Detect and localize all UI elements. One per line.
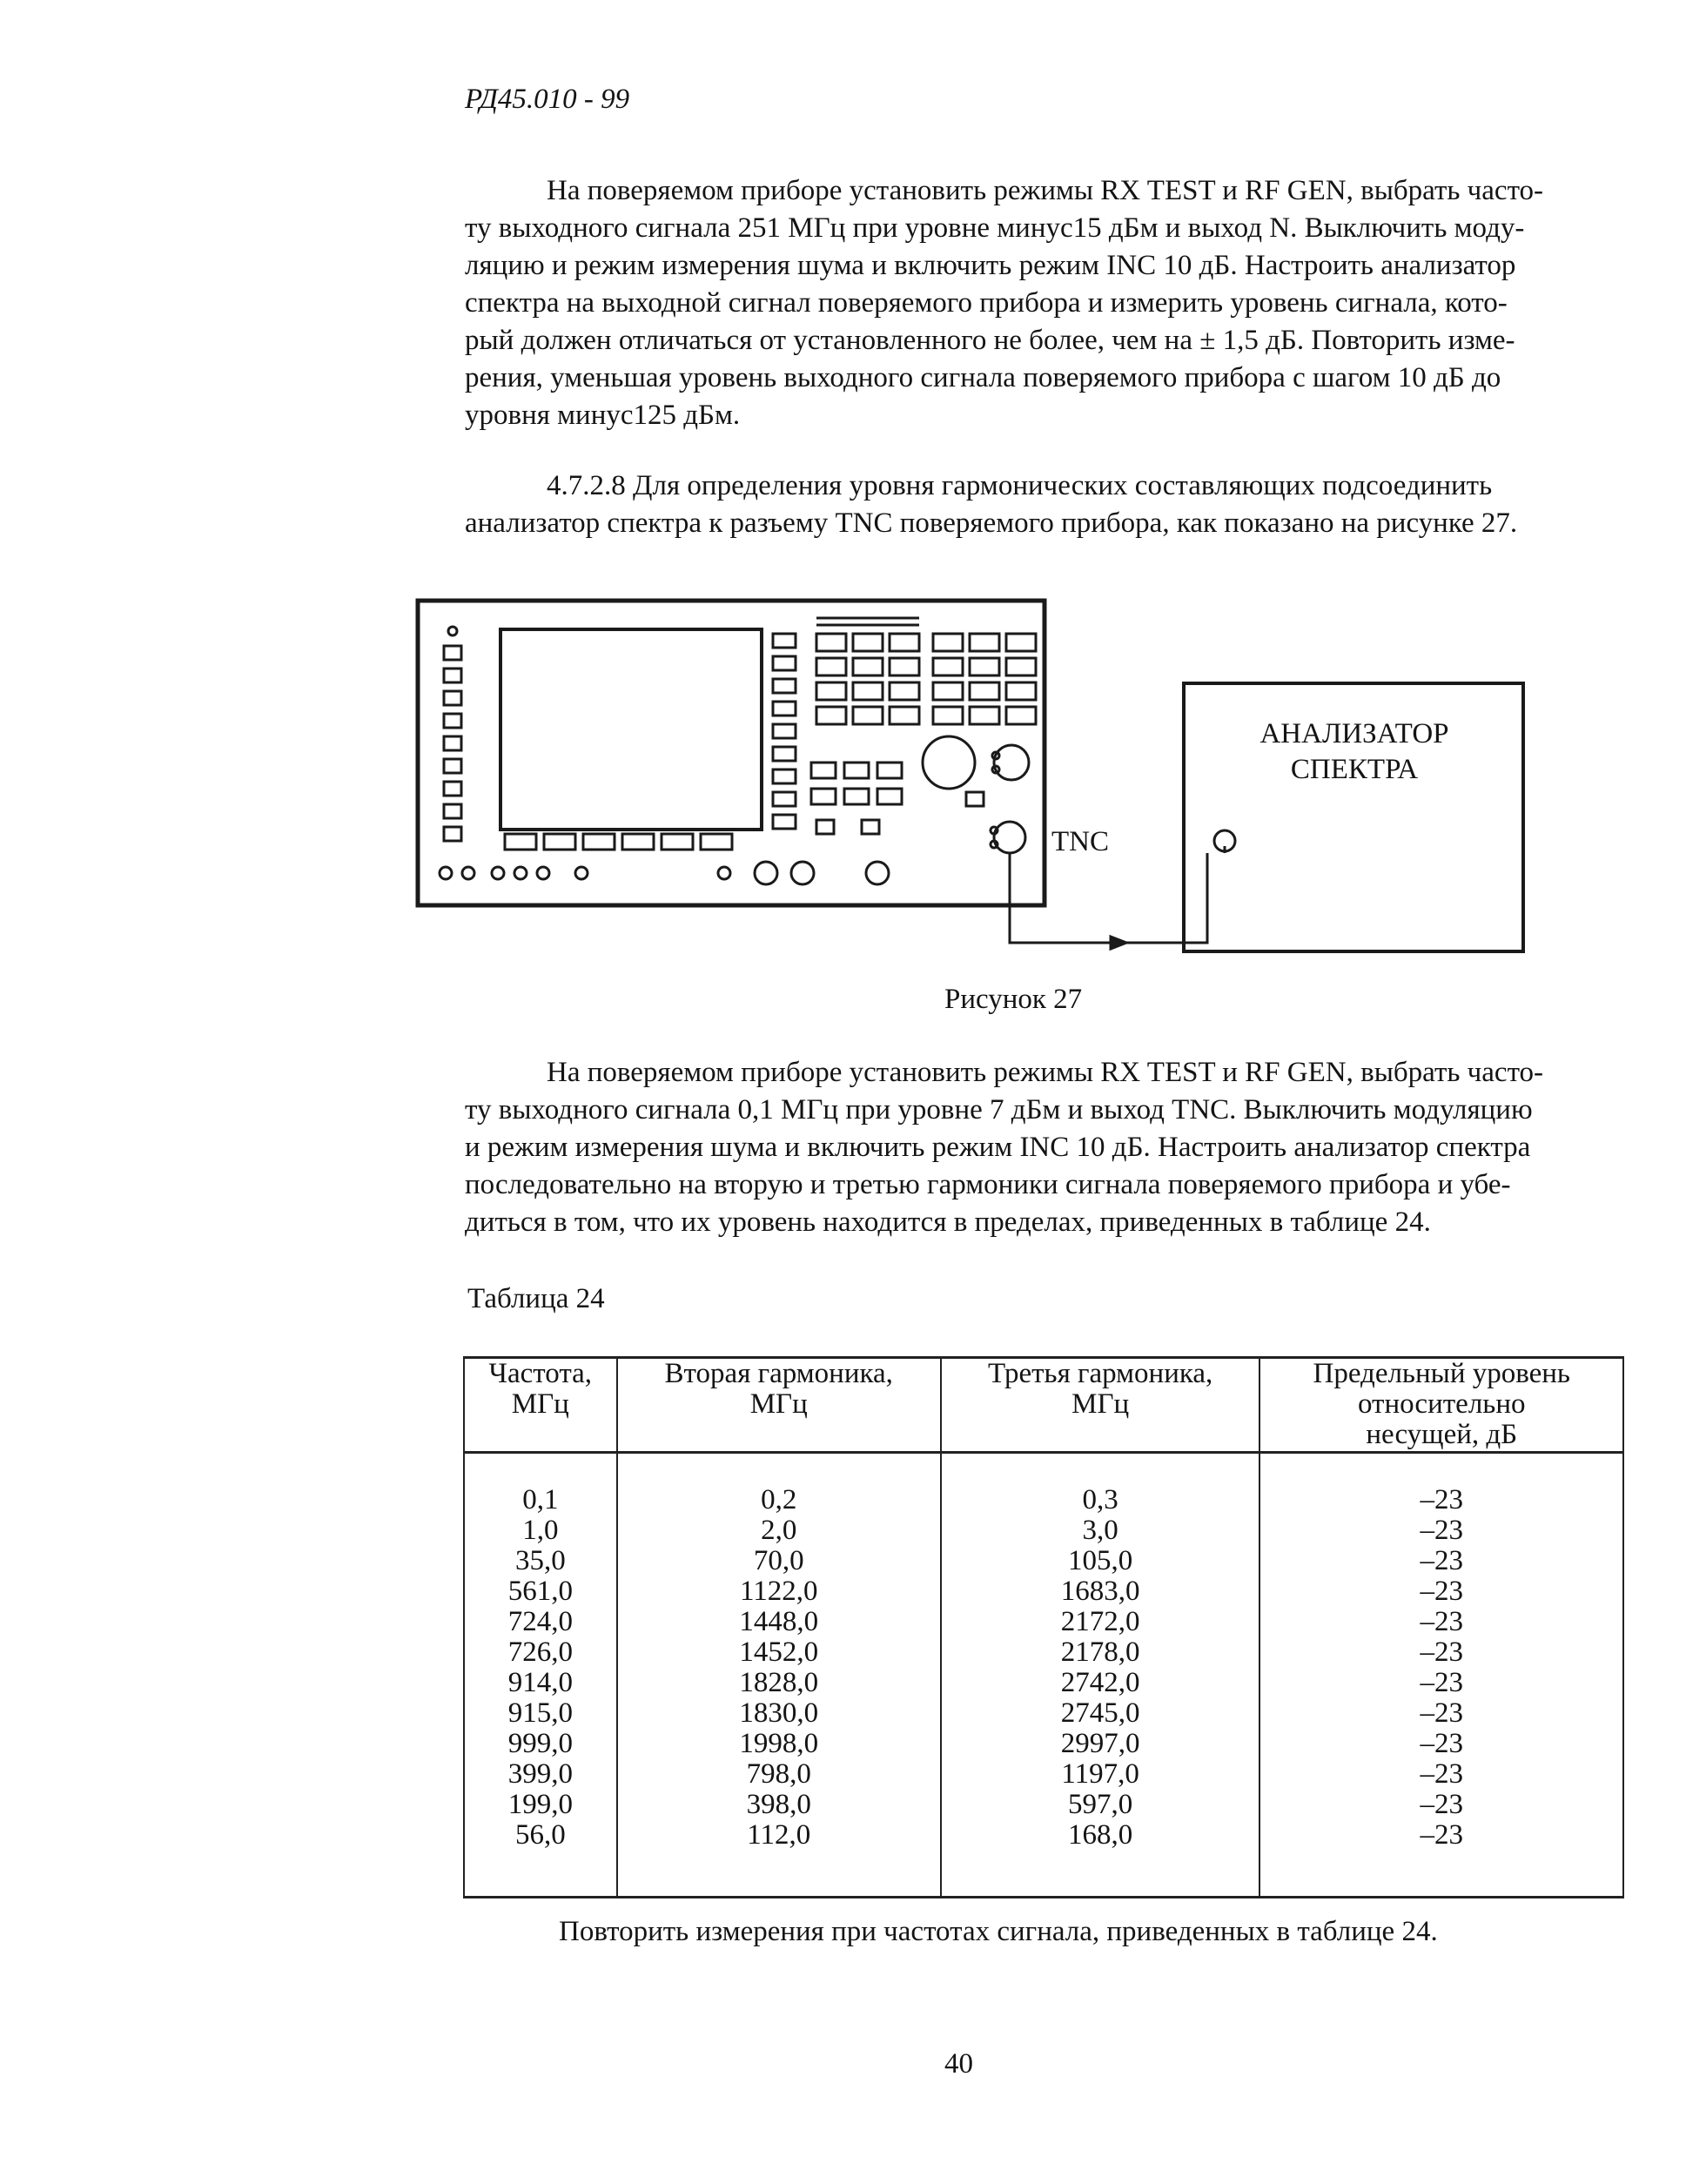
table-cell: –23 — [1259, 1729, 1623, 1759]
table-cell: –23 — [1259, 1637, 1623, 1668]
table-cell: 56,0 — [464, 1820, 617, 1898]
table-cell: 35,0 — [464, 1546, 617, 1576]
table-cell: 1,0 — [464, 1515, 617, 1546]
table-cell: 399,0 — [464, 1759, 617, 1790]
table-header-row — [464, 1358, 1623, 1453]
paragraph-line: ту выходного сигнала 251 МГц при уровне минус15 дБм и выход N. Выключить моду- — [465, 212, 1525, 244]
table-row — [464, 1576, 1623, 1607]
table-cell: 2,0 — [617, 1515, 941, 1546]
paragraph-line: На поверяемом приборе установить режимы RX TEST и RF GEN, выбрать часто- — [547, 1057, 1544, 1088]
table-cell: 105,0 — [941, 1546, 1260, 1576]
tnc-connector — [994, 822, 1025, 853]
table-body — [464, 1453, 1623, 1898]
table-cell: 1998,0 — [617, 1729, 941, 1759]
table-cell: –23 — [1259, 1576, 1623, 1607]
table-cell: 915,0 — [464, 1698, 617, 1729]
table-cell: 798,0 — [617, 1759, 941, 1790]
table-cell: 999,0 — [464, 1729, 617, 1759]
header-limit-level: Предельный уровень относительно несущей, дБ — [1259, 1358, 1623, 1453]
analyzer-label-line-1: АНАЛИЗАТОР — [1259, 718, 1449, 749]
table-row — [464, 1546, 1623, 1576]
table-cell: 726,0 — [464, 1637, 617, 1668]
connection-diagram — [409, 592, 1541, 966]
table-cell: 1448,0 — [617, 1607, 941, 1637]
document-code-header: РД45.010 - 99 — [465, 84, 630, 115]
analyzer-label-line-2: СПЕКТРА — [1290, 754, 1419, 785]
paragraph-line: рения, уменьшая уровень выходного сигнала поверяемого прибора с шагом 10 дБ до — [465, 362, 1501, 393]
table-cell: 0,2 — [617, 1453, 941, 1516]
table-row — [464, 1515, 1623, 1546]
table-cell: –23 — [1259, 1698, 1623, 1729]
paragraph-line: спектра на выходной сигнал поверяемого прибора и измерить уровень сигнала, кото- — [465, 287, 1508, 319]
harmonics-table — [463, 1356, 1624, 1898]
paragraph-line: На поверяемом приборе установить режимы RX TEST и RF GEN, выбрать часто- — [547, 175, 1544, 206]
table-cell: –23 — [1259, 1453, 1623, 1516]
header-second-harmonic: Вторая гармоника, МГц — [617, 1358, 941, 1453]
figure-caption: Рисунок 27 — [944, 984, 1083, 1015]
connection-cable — [1010, 853, 1207, 943]
table-row — [464, 1729, 1623, 1759]
page-number: 40 — [944, 2048, 973, 2080]
closing-instruction: Повторить измерения при частотах сигнала, приведенных в таблице 24. — [559, 1916, 1438, 1947]
table-row — [464, 1453, 1623, 1516]
paragraph-line: последовательно на вторую и третью гармоники сигнала поверяемого прибора и убе- — [465, 1169, 1511, 1200]
table-row — [464, 1820, 1623, 1898]
paragraph-line: ту выходного сигнала 0,1 МГц при уровне 7 дБм и выход TNC. Выключить модуляцию — [465, 1094, 1533, 1126]
paragraph-line: диться в том, что их уровень находится в пределах, приведенных в таблице 24. — [465, 1206, 1431, 1238]
table-cell: 1122,0 — [617, 1576, 941, 1607]
table-row — [464, 1698, 1623, 1729]
table-cell: 561,0 — [464, 1576, 617, 1607]
table-row — [464, 1607, 1623, 1637]
tuning-knob — [923, 736, 975, 789]
tnc-label: TNC — [1051, 826, 1109, 857]
table-cell: 914,0 — [464, 1668, 617, 1698]
table-cell: –23 — [1259, 1759, 1623, 1790]
arrow-head — [1111, 937, 1126, 949]
table-cell: 168,0 — [941, 1820, 1260, 1898]
table-cell: 1683,0 — [941, 1576, 1260, 1607]
instrument-body — [418, 601, 1045, 905]
table-cell: 1197,0 — [941, 1759, 1260, 1790]
table-row — [464, 1668, 1623, 1698]
table-row — [464, 1790, 1623, 1820]
table-cell: 2172,0 — [941, 1607, 1260, 1637]
table-cell: 1452,0 — [617, 1637, 941, 1668]
table-cell: –23 — [1259, 1607, 1623, 1637]
paragraph-setup-level — [465, 172, 1543, 434]
paragraph-harmonics-setup — [465, 1054, 1543, 1241]
table-cell: –23 — [1259, 1546, 1623, 1576]
table-cell: 2742,0 — [941, 1668, 1260, 1698]
table-cell: 70,0 — [617, 1546, 941, 1576]
table-row — [464, 1637, 1623, 1668]
table-cell: 597,0 — [941, 1790, 1260, 1820]
table-cell: –23 — [1259, 1668, 1623, 1698]
table-cell: 724,0 — [464, 1607, 617, 1637]
table-cell: –23 — [1259, 1820, 1623, 1898]
table-title: Таблица 24 — [467, 1283, 605, 1314]
table-cell: 0,1 — [464, 1453, 617, 1516]
paragraph-line: и режим измерения шума и включить режим INC 10 дБ. Настроить анализатор спектра — [465, 1132, 1531, 1163]
instrument-screen — [500, 629, 762, 830]
table-cell: 2997,0 — [941, 1729, 1260, 1759]
table-row — [464, 1759, 1623, 1790]
paragraph-line: уровня минус125 дБм. — [465, 400, 741, 431]
paragraph-line: рый должен отличаться от установленного не более, чем на ± 1,5 дБ. Повторить изме- — [465, 325, 1515, 356]
table-cell: 112,0 — [617, 1820, 941, 1898]
table-cell: 398,0 — [617, 1790, 941, 1820]
table-cell: 1828,0 — [617, 1668, 941, 1698]
table-cell: 199,0 — [464, 1790, 617, 1820]
paragraph-line: 4.7.2.8 Для определения уровня гармонических составляющих подсоединить — [547, 470, 1493, 501]
table-cell: 0,3 — [941, 1453, 1260, 1516]
paragraph-line: анализатор спектра к разъему TNC поверяемого прибора, как показано на рисунке 27. — [465, 507, 1518, 539]
table-cell: 2178,0 — [941, 1637, 1260, 1668]
table-cell: 3,0 — [941, 1515, 1260, 1546]
header-third-harmonic: Третья гармоника, МГц — [941, 1358, 1260, 1453]
table-cell: –23 — [1259, 1790, 1623, 1820]
table-cell: –23 — [1259, 1515, 1623, 1546]
table-cell: 1830,0 — [617, 1698, 941, 1729]
paragraph-line: ляцию и режим измерения шума и включить режим INC 10 дБ. Настроить анализатор — [465, 250, 1516, 281]
paragraph-harmonics-section — [465, 467, 1517, 542]
table-cell: 2745,0 — [941, 1698, 1260, 1729]
header-frequency: Частота, МГц — [464, 1358, 617, 1453]
